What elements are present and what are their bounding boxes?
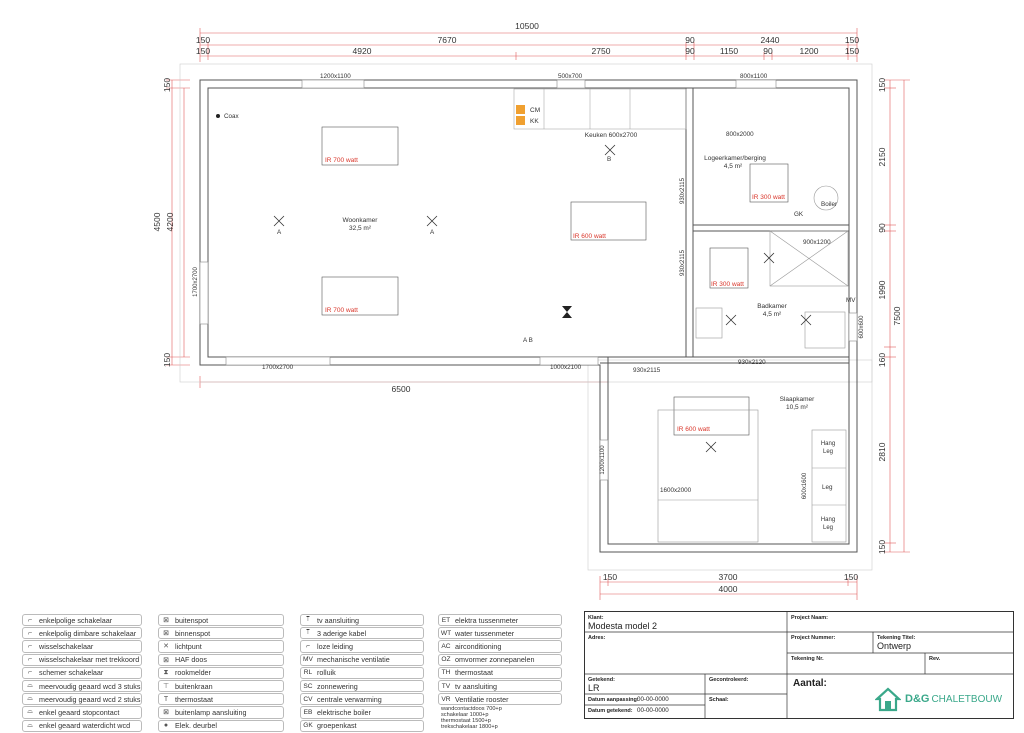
legend-item: AC airconditioning — [438, 640, 562, 652]
hang-leg-1: Hang Leg — [820, 441, 836, 455]
room-slaapkamer: Slaapkamer — [779, 396, 815, 403]
legend-item: ⊠ buitenlamp aansluiting — [158, 706, 284, 718]
legend-item: ⊠ binnenspot — [158, 627, 284, 639]
room-keuken: Keuken 600x2700 — [584, 132, 638, 139]
kk-symbol — [516, 116, 525, 125]
project-naam-label: Project Naam: — [791, 615, 828, 621]
legend-notes: wandcontactdoos 700+p schakelaar 1000+p thermostaat 1500+p trekschakelaar 1800+p — [441, 706, 502, 731]
door-slaap-2: 930x2120 — [738, 359, 766, 366]
legend-item: ● Elek. deurbel — [158, 720, 284, 732]
legend-item: ⊠ buitenspot — [158, 614, 284, 626]
b-label: B — [607, 156, 612, 163]
legend-item: ⌐ wisselschakelaar met trekkoord — [22, 654, 142, 666]
empty-conduit-icon: ⌐ — [306, 642, 310, 650]
legend-col-3 — [300, 614, 424, 733]
window-bottom-2: 1000x2100 — [550, 364, 582, 371]
outlet-icon: ⌓ — [27, 708, 33, 716]
legend-item: ⌓ meervoudig geaard wcd 2 stuks — [22, 693, 142, 705]
dim-right-a: 150 — [877, 77, 887, 93]
dim-right-c: 90 — [877, 223, 887, 233]
legend-item: ⌐ wisselschakelaar — [22, 640, 142, 652]
room-woonkamer: Woonkamer — [342, 217, 378, 224]
gecontroleerd-label: Gecontroleerd: — [709, 677, 749, 683]
legend-item: ⊠ HAF doos — [158, 654, 284, 666]
dim-top2-c: 90 — [685, 35, 695, 45]
heater-4: IR 300 watt — [752, 194, 785, 201]
legend-item: OZ omvormer zonnepanelen — [438, 654, 562, 666]
dim-6500: 6500 — [391, 384, 411, 394]
legend-item: GK groepenkast — [300, 720, 424, 732]
klant-label: Klant: — [588, 615, 604, 621]
dim-top2-d: 2440 — [760, 35, 780, 45]
brand-logo: D&G CHALETBOUW — [875, 686, 1002, 712]
mv-label: MV — [846, 297, 856, 304]
dimmer-icon: ⌐ — [27, 629, 33, 637]
logeer-800: 800x2000 — [726, 131, 754, 138]
window-left: 1700x2700 — [193, 267, 199, 297]
legend-col-1 — [22, 614, 142, 733]
dim-top-total: 10500 — [515, 21, 539, 31]
cm-label: CM — [530, 107, 541, 114]
switch-icon: ⌐ — [27, 616, 33, 624]
thermostat-icon: T — [163, 695, 169, 703]
project-nummer-label: Project Nummer: — [791, 635, 836, 641]
adres-label: Adres: — [588, 635, 606, 641]
a-label-2: A — [430, 229, 435, 236]
legend-item: ⍑ tv aansluiting — [300, 614, 424, 626]
outdoor-spot-icon: ⊠ — [163, 617, 169, 625]
window-top-2: 500x700 — [558, 73, 583, 80]
legend-item: SC zonnewering — [300, 680, 424, 692]
legend-item: ⌐ enkelpolig dimbare schakelaar — [22, 627, 142, 639]
legend-item: EB elektrische boiler — [300, 706, 424, 718]
legend-item: ⌓ enkel geaard waterdicht wcd — [22, 720, 142, 732]
dusk-switch-icon: ⌐ — [27, 669, 33, 677]
cable-icon: ⍑ — [306, 629, 310, 637]
dim-right-total: 7500 — [892, 306, 902, 326]
dim-right-b: 2150 — [877, 147, 887, 167]
smoke-detector-icon — [562, 306, 572, 318]
legend-item: ⌐ schemer schakelaar — [22, 667, 142, 679]
legend-item: RL rolluik — [300, 667, 424, 679]
dim-bottom-c: 150 — [843, 572, 859, 582]
door-slaap-1: 930x2115 — [633, 367, 661, 374]
dim-top3-e: 1150 — [719, 46, 739, 56]
outlet-2-icon: ⌓ — [27, 695, 33, 703]
toggle-switch-icon: ⌐ — [27, 642, 33, 650]
legend-item: ⧗ rookmelder — [158, 667, 284, 679]
dim-bottom-b: 3700 — [718, 572, 738, 582]
datum-aanpassing-value: 00-00-0000 — [637, 696, 669, 703]
window-top-3: 800x1100 — [740, 73, 768, 80]
legend-item: VR Ventilatie rooster — [438, 693, 562, 705]
wardrobe-size: 600x1600 — [802, 472, 808, 500]
aantal-label: Aantal: — [793, 678, 827, 689]
schaal-label: Schaal: — [709, 697, 729, 703]
coax-label: Coax — [224, 113, 239, 120]
dim-top3-a: 150 — [195, 46, 211, 56]
dim-right-d: 1990 — [877, 280, 887, 300]
boiler-label: Boiler — [821, 201, 838, 208]
legend-item: ⍑ 3 aderige kabel — [300, 627, 424, 639]
dim-top3-g: 1200 — [799, 46, 819, 56]
dim-top3-f: 90 — [763, 46, 773, 56]
waterproof-outlet-icon: ⌓ — [27, 721, 33, 729]
dim-top2-a: 150 — [195, 35, 211, 45]
klant-value: Modesta model 2 — [588, 621, 658, 631]
slaap-window: 1200x1100 — [600, 445, 606, 475]
light-point-icon: ✕ — [163, 643, 169, 651]
room-badkamer: Badkamer — [757, 303, 787, 310]
dim-left-inner: 4200 — [165, 212, 175, 232]
rev-label: Rev. — [929, 656, 941, 662]
dim-right-g: 150 — [877, 539, 887, 555]
indoor-spot-icon: ⊠ — [163, 630, 169, 638]
window-top-1: 1200x1100 — [320, 73, 351, 80]
legend-item: T thermostaat — [158, 693, 284, 705]
house-icon — [875, 686, 901, 712]
tekening-nr-label: Tekening Nr. — [791, 656, 824, 662]
legend-item: ✕ lichtpunt — [158, 640, 284, 652]
dim-top3-c: 2750 — [591, 46, 611, 56]
dim-bottom-total: 4000 — [718, 584, 738, 594]
getekend-label: Getekend: — [588, 677, 615, 683]
dim-top2-b: 7670 — [437, 35, 457, 45]
legend-item: CV centrale verwarming — [300, 693, 424, 705]
cm-symbol — [516, 105, 525, 114]
legend-item: ⌓ enkel geaard stopcontact — [22, 706, 142, 718]
dim-right-f: 2810 — [877, 442, 887, 462]
outdoor-lamp-icon: ⊠ — [163, 709, 169, 717]
dim-bottom-a: 150 — [602, 572, 618, 582]
haf-box-icon: ⊠ — [163, 656, 169, 664]
legend-col-2 — [158, 614, 284, 733]
legend-item: TV tv aansluiting — [438, 680, 562, 692]
kk-label: KK — [530, 118, 539, 125]
coax-icon — [216, 114, 220, 118]
heater-1: IR 700 watt — [325, 157, 358, 164]
room-logeer-area: 4,5 m² — [723, 163, 743, 170]
dim-top3-b: 4920 — [352, 46, 372, 56]
outlet-3-icon: ⌓ — [27, 682, 33, 690]
legend-col-4 — [438, 614, 562, 730]
legend-item: ⌓ meervoudig geaard wcd 3 stuks — [22, 680, 142, 692]
heater-6: IR 600 watt — [677, 426, 710, 433]
smoke-detector-icon: ⧗ — [163, 668, 169, 676]
room-woonkamer-area: 32,5 m² — [348, 225, 372, 232]
room-badkamer-area: 4,5 m² — [762, 311, 782, 318]
tekening-titel-value: Ontwerp — [877, 641, 912, 651]
legend-item: ⌐ enkelpolige schakelaar — [22, 614, 142, 626]
doorbell-icon: ● — [163, 722, 169, 730]
bed-size: 1600x2000 — [660, 487, 692, 494]
heater-5: IR 300 watt — [711, 281, 744, 288]
a-label-1: A — [277, 229, 282, 236]
gk-label: GK — [794, 211, 804, 218]
legend-item: WT water tussenmeter — [438, 627, 562, 639]
tekening-titel-label: Tekening Titel: — [877, 635, 916, 641]
dim-left-b: 4500 — [152, 212, 162, 232]
legend-item: TH thermostaat — [438, 667, 562, 679]
tv-outlet-icon: ⍑ — [306, 616, 310, 624]
title-block — [584, 611, 1014, 719]
legend-item: ⊤ buitenkraan — [158, 680, 284, 692]
dim-top3-d: 90 — [685, 46, 695, 56]
datum-getekend-label: Datum getekend: — [588, 708, 633, 714]
datum-getekend-value: 00-00-0000 — [637, 707, 669, 714]
legend-item: MV mechanische ventilatie — [300, 654, 424, 666]
heater-3: IR 600 watt — [573, 233, 606, 240]
dim-right-e: 160 — [877, 352, 887, 368]
faucet-icon: ⊤ — [162, 683, 170, 691]
datum-aanpassing-label: Datum aanpassing: — [588, 697, 639, 703]
legend-item: ⌐ loze leiding — [300, 640, 424, 652]
door-bad: 930x2115 — [680, 250, 686, 276]
door-logeer: 930x2115 — [680, 178, 686, 204]
pull-switch-icon: ⌐ — [27, 656, 33, 664]
legend-item: ET elektra tussenmeter — [438, 614, 562, 626]
room-logeer: Logeerkamer/berging — [704, 155, 766, 162]
dim-top3-h: 150 — [844, 46, 860, 56]
getekend-value: LR — [588, 683, 600, 693]
leg-label: Leg — [822, 484, 833, 491]
dim-top2-e: 150 — [844, 35, 860, 45]
hang-leg-2: Hang Leg — [820, 517, 836, 531]
shower-size: 900x1200 — [803, 239, 831, 246]
dim-left-c: 150 — [162, 352, 172, 368]
ab-label: A B — [523, 337, 533, 344]
dim-left-a: 150 — [162, 77, 172, 93]
bad-window: 600x600 — [859, 315, 865, 339]
heater-2: IR 700 watt — [325, 307, 358, 314]
room-slaapkamer-area: 10,5 m² — [785, 404, 809, 411]
window-bottom-1: 1700x2700 — [262, 364, 294, 371]
